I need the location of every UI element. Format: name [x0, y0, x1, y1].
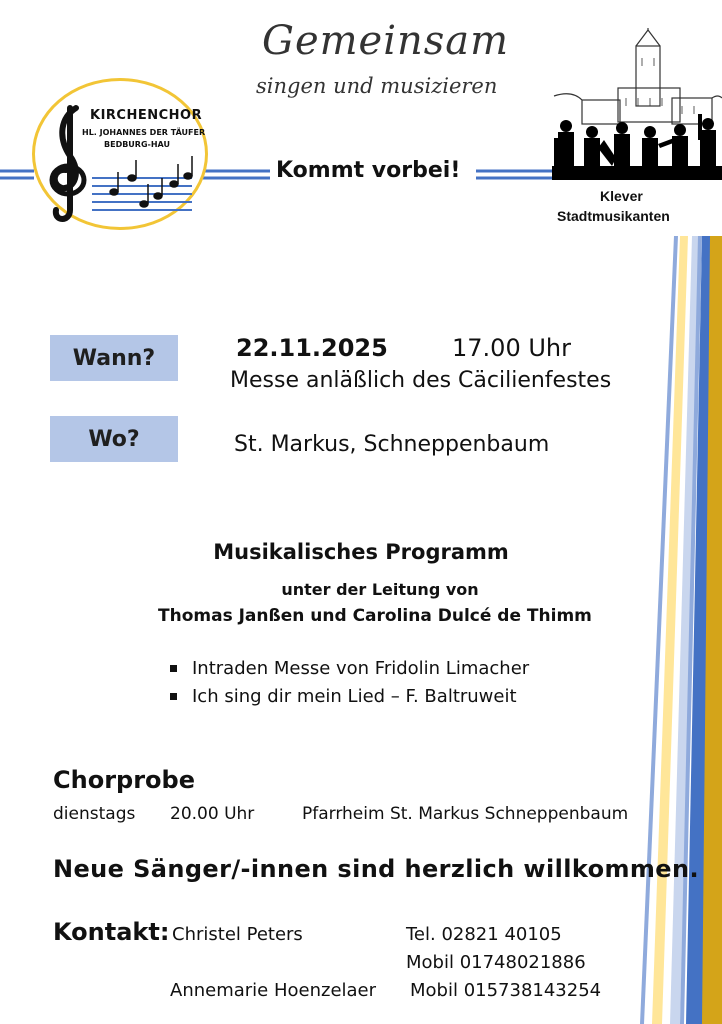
event-time: 17.00 Uhr	[452, 334, 571, 362]
contact-person-2-name: Annemarie Hoenzelaer	[170, 980, 377, 1001]
rehearsal-day: dienstags	[53, 804, 136, 824]
list-item	[170, 682, 529, 710]
event-occasion: Messe anläßlich des Cäcilienfestes	[230, 368, 612, 393]
program-directors: Thomas Janßen und Carolina Dulcé de Thimm	[158, 606, 592, 626]
program-list	[170, 654, 529, 710]
where-label: Wo?	[50, 416, 178, 462]
contact-person-2-mobile: Mobil 015738143254	[410, 980, 602, 1001]
contact-person-1-name: Christel Peters	[172, 924, 303, 945]
bullet-square-icon	[170, 693, 177, 700]
contact-person-1-phone: Tel. 02821 40105	[406, 924, 562, 945]
poster-subtitle: singen und musizieren	[256, 74, 498, 98]
rehearsal-time: 20.00 Uhr	[170, 804, 255, 824]
rehearsal-title: Chorprobe	[53, 766, 195, 794]
event-place: St. Markus, Schneppenbaum	[234, 432, 550, 457]
decorative-stripes	[640, 236, 722, 1024]
contact-person-1-mobile: Mobil 01748021886	[406, 952, 586, 973]
program-direction-intro: unter der Leitung von	[281, 580, 479, 599]
list-item	[170, 654, 529, 682]
musicians-castle-illustration	[552, 28, 722, 180]
bullet-square-icon	[170, 665, 177, 672]
partner-name-line1: Klever	[600, 188, 643, 204]
logo-text-kirchenchor: KIRCHENCHOR	[90, 108, 203, 123]
partner-name-line2: Stadtmusikanten	[557, 208, 670, 224]
logo-text-parish: HL. JOHANNES DER TÄUFER	[82, 128, 206, 137]
program-title: Musikalisches Programm	[213, 540, 509, 564]
rehearsal-place: Pfarrheim St. Markus Schneppenbaum	[302, 804, 629, 824]
event-date: 22.11.2025	[236, 334, 388, 362]
when-label: Wann?	[50, 335, 178, 381]
welcome-message: Neue Sänger/-innen sind herzlich willkommen.	[53, 855, 699, 883]
program-item-text: Intraden Messe von Fridolin Limacher	[192, 657, 530, 679]
contact-label: Kontakt:	[53, 918, 170, 946]
logo-text-town: BEDBURG-HAU	[104, 140, 170, 149]
tagline: Kommt vorbei!	[276, 158, 461, 183]
poster-title: Gemeinsam	[262, 18, 510, 64]
program-item-text: Ich sing dir mein Lied – F. Baltruweit	[192, 685, 517, 707]
